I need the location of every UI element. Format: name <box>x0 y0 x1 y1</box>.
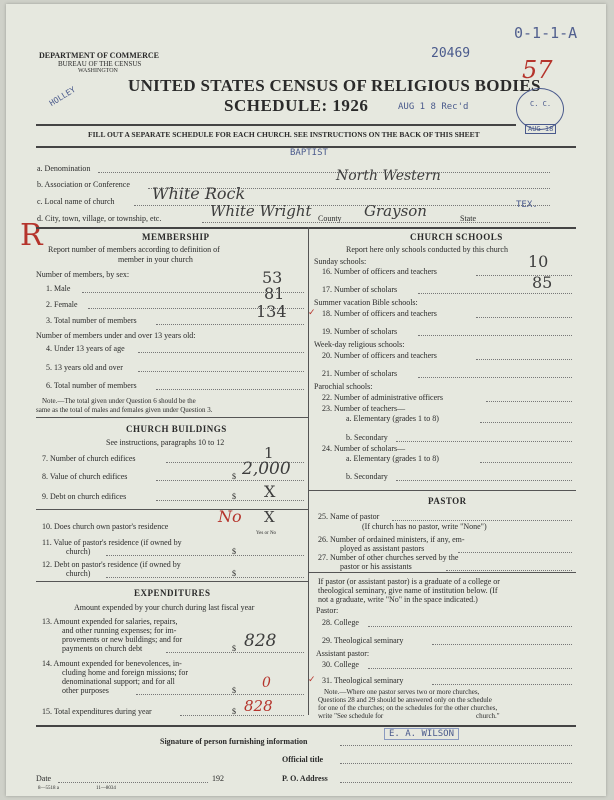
q8-label: 8. Value of church edifices <box>42 472 128 481</box>
denomination-line <box>98 172 550 173</box>
q24a-line <box>480 462 572 463</box>
holley-stamp: HOLLEY <box>47 85 78 108</box>
q9-value: X <box>264 482 276 501</box>
county-label: County <box>318 214 342 223</box>
q23a-line <box>480 422 572 423</box>
q19-label: 19. Number of scholars <box>322 327 398 336</box>
association-value: North Western <box>336 168 441 184</box>
q30-line <box>368 668 572 669</box>
q23-label: 23. Number of teachers— <box>322 404 406 413</box>
q26-label-2: ployed as assistant pastors <box>340 544 425 553</box>
q31-tick: ✓ <box>308 674 316 684</box>
signature-label: Signature of person furnishing information <box>160 737 308 746</box>
q13-line <box>166 652 304 653</box>
q18-tick: ✓ <box>308 307 316 317</box>
q8-dollar: $ <box>232 472 236 481</box>
address-line <box>340 782 572 783</box>
title-line <box>340 763 572 764</box>
schools-rule <box>308 490 576 491</box>
q24-label: 24. Number of scholars— <box>322 444 406 453</box>
header-rule <box>36 124 516 126</box>
denomination-value: BAPTIST <box>290 148 328 158</box>
q12-label-2: church) <box>66 569 91 578</box>
q20-line <box>476 359 572 360</box>
q14-label-3: denominational support; and for all <box>62 677 175 686</box>
q14-dollar: $ <box>232 686 236 695</box>
membership-sub2: member in your church <box>118 255 193 264</box>
q24b-label: b. Secondary <box>346 472 388 481</box>
red-number: 57 <box>522 56 553 84</box>
q11-dollar: $ <box>232 547 236 556</box>
form-code-2: 11—8034 <box>96 786 116 791</box>
q13-label-4: payments on church debt <box>62 644 143 653</box>
margin-r-mark: R <box>20 218 43 253</box>
q13-label-2: and other running expenses; for im- <box>62 626 177 635</box>
column-divider <box>308 227 309 715</box>
q6-label: 6. Total number of members <box>46 381 137 390</box>
q25-line <box>392 520 572 521</box>
pastor-heading: PASTOR <box>428 496 467 506</box>
q2-label: 2. Female <box>46 300 78 309</box>
buildings-sub: See instructions, paragraphs 10 to 12 <box>106 438 225 447</box>
q5-label: 5. 13 years old and over <box>46 363 123 372</box>
by-sex-label: Number of members, by sex: <box>36 270 130 279</box>
church-name-label: c. Local name of church <box>37 197 115 206</box>
q24a-label: a. Elementary (grades 1 to 8) <box>346 454 439 463</box>
signature-value: E. A. WILSON <box>384 728 459 740</box>
schedule-title: SCHEDULE: 1926 <box>224 96 369 115</box>
q18-line <box>476 317 572 318</box>
q3-line <box>156 324 304 325</box>
sunday-label: Sunday schools: <box>314 257 367 266</box>
q21-line <box>418 377 572 378</box>
pastor-rule <box>308 572 576 573</box>
q11-label-1: 11. Value of pastor's residence (if owned by <box>42 538 182 547</box>
q16-line <box>476 275 572 276</box>
city-label: WASHINGTON <box>78 68 118 74</box>
parochial-label: Parochial schools: <box>314 382 373 391</box>
q16-value: 10 <box>528 252 549 271</box>
association-label: b. Association or Conference <box>37 180 130 189</box>
q19-line <box>418 335 572 336</box>
pastor-note-5: church." <box>476 712 500 720</box>
expenditures-sub: Amount expended by your church during last fiscal year <box>74 603 255 612</box>
q3-value: 134 <box>256 302 287 321</box>
membership-note1: Note.—The total given under Question 6 should be the <box>42 397 196 405</box>
q31-label: 31. Theological seminary <box>322 676 404 685</box>
q9-dollar: $ <box>232 492 236 501</box>
round-stamp-date: AUG 18 <box>525 124 556 134</box>
q26-label-1: 26. Number of ordained ministers, if any, em- <box>318 535 465 544</box>
q4-line <box>138 352 304 353</box>
q13-label-3: provements or new buildings; and for <box>62 635 183 644</box>
membership-sub1: Report number of members according to definition of <box>48 245 220 254</box>
q12-label-1: 12. Debt on pastor's residence (if owned by <box>42 560 181 569</box>
q13-label-1: 13. Amount expended for salaries, repairs, <box>42 617 178 626</box>
grad-line-2: theological seminary, give name of institution below. (If <box>318 586 498 595</box>
assistant-label: Assistant pastor: <box>316 649 370 658</box>
age-header: Number of members under and over 13 years old: <box>36 331 196 340</box>
membership-note2: same as the total of males and females given under Question 3. <box>36 406 213 414</box>
signature-line <box>340 745 572 746</box>
summer-label: Summer vacation Bible schools: <box>314 298 418 307</box>
q23b-label: b. Secondary <box>346 433 388 442</box>
dept-label: DEPARTMENT OF COMMERCE <box>39 51 160 60</box>
q14-label-4: other purposes <box>62 686 109 695</box>
q22-line <box>486 401 572 402</box>
q12-line <box>106 577 304 578</box>
pastor-sub-label: Pastor: <box>316 606 339 615</box>
q15-dollar: $ <box>232 707 236 716</box>
date-year: 192 <box>212 774 224 783</box>
membership-rule <box>36 417 308 418</box>
q14-label-1: 14. Amount expended for benevolences, in- <box>42 659 182 668</box>
q7-value: 1 <box>264 444 274 462</box>
received-stamp: AUG 1 8 Rec'd <box>398 102 469 112</box>
county-value: Grayson <box>364 202 427 220</box>
residence-rule <box>36 581 308 582</box>
form-title: UNITED STATES CENSUS OF RELIGIOUS BODIES <box>128 76 541 95</box>
weekday-label: Week-day religious schools: <box>314 340 405 349</box>
membership-heading: MEMBERSHIP <box>142 232 210 242</box>
q28-label: 28. College <box>322 618 359 627</box>
grad-line-3: not a graduate, write "No" in the space indicated.) <box>318 595 478 604</box>
pastor-note-1: Note.—Where one pastor serves two or more churches, <box>324 688 480 696</box>
city-line <box>202 222 550 223</box>
denomination-label: a. Denomination <box>37 164 91 173</box>
title-label: Official title <box>282 755 324 764</box>
q17-line <box>418 293 572 294</box>
q15-line <box>180 715 304 716</box>
census-schedule-page <box>6 4 606 796</box>
q28-line <box>368 626 572 627</box>
pastor-note-3: for one of the churches; on the schedules for the other churches, <box>318 704 498 712</box>
state-label: State <box>460 214 476 223</box>
q30-label: 30. College <box>322 660 359 669</box>
q7-label: 7. Number of church edifices <box>42 454 136 463</box>
expenditures-heading: EXPENDITURES <box>134 588 211 598</box>
q25-label: 25. Name of pastor <box>318 512 380 521</box>
form-code-1: 8—5518 a <box>38 786 59 791</box>
q29-line <box>432 644 572 645</box>
round-stamp-top: C. C. <box>530 100 552 108</box>
schools-sub: Report here only schools conducted by this church <box>346 245 508 254</box>
q15-label: 15. Total expenditures during year <box>42 707 152 716</box>
buildings-heading: CHURCH BUILDINGS <box>126 424 227 434</box>
city-label: d. City, town, village, or township, etc. <box>37 214 162 223</box>
q23b-line <box>396 441 572 442</box>
q13-value: 828 <box>244 631 277 651</box>
top-section-rule <box>36 227 576 229</box>
q23a-label: a. Elementary (grades 1 to 8) <box>346 414 439 423</box>
q27-label-2: pastor or his assistants <box>340 562 412 571</box>
q22-label: 22. Number of administrative officers <box>322 393 443 402</box>
q1-label: 1. Male <box>46 284 71 293</box>
city-value: White Wright <box>210 202 312 220</box>
q16-label: 16. Number of officers and teachers <box>322 267 437 276</box>
q14-label-2: cluding home and foreign missions; for <box>62 668 188 677</box>
pastor-note-4: write "See schedule for <box>318 712 384 720</box>
q31-line <box>432 684 572 685</box>
q12-dollar: $ <box>232 569 236 578</box>
q25-note: (If church has no pastor, write "None") <box>362 522 487 531</box>
church-name-line <box>134 205 550 206</box>
q10-mark: X <box>264 508 275 526</box>
q4-label: 4. Under 13 years of age <box>46 344 125 353</box>
q10-label: 10. Does church own pastor's residence <box>42 522 169 531</box>
date-label: Date <box>36 774 52 783</box>
q9-label: 9. Debt on church edifices <box>42 492 127 501</box>
body-bottom-rule <box>36 725 576 727</box>
q6-line <box>156 389 304 390</box>
bureau-label: BUREAU OF THE CENSUS <box>58 60 142 68</box>
pastor-note-2: Questions 28 and 29 should be answered only on the schedule <box>318 696 492 704</box>
q18-label: 18. Number of officers and teachers <box>322 309 437 318</box>
q14-line <box>136 694 304 695</box>
q8-line <box>156 480 304 481</box>
q11-line <box>106 555 304 556</box>
q3-label: 3. Total number of members <box>46 316 137 325</box>
q5-line <box>138 371 304 372</box>
schools-heading: CHURCH SCHOOLS <box>410 232 503 242</box>
q20-label: 20. Number of officers and teachers <box>322 351 437 360</box>
q10-value: No <box>218 507 242 526</box>
q21-label: 21. Number of scholars <box>322 369 398 378</box>
q29-label: 29. Theological seminary <box>322 636 404 645</box>
q17-label: 17. Number of scholars <box>322 285 398 294</box>
q27-label-1: 27. Number of other churches served by the <box>318 553 459 562</box>
address-label: P. O. Address <box>282 774 328 783</box>
q8-value: 2,000 <box>242 459 291 479</box>
q10-hint: Yes or No <box>256 531 277 536</box>
q1-value: 53 <box>262 268 283 287</box>
state-value: TEX. <box>516 200 538 210</box>
q27-line <box>446 570 572 571</box>
serial-stamp: 20469 <box>431 46 471 61</box>
q11-label-2: church) <box>66 547 91 556</box>
q9-line <box>156 500 304 501</box>
q15-value: 828 <box>244 697 273 715</box>
q2-value: 81 <box>264 284 285 303</box>
date-line <box>58 782 208 783</box>
instruction-line: FILL OUT A SEPARATE SCHEDULE FOR EACH CHURCH. SEE INSTRUCTIONS ON THE BACK OF THIS SHEET <box>88 130 480 139</box>
q17-value: 85 <box>532 273 553 292</box>
code-stamp: 0-1-1-A <box>514 24 578 42</box>
grad-line-1: If pastor (or assistant pastor) is a graduate of a college or <box>318 577 500 586</box>
q26-line <box>458 552 572 553</box>
q14-value: 0 <box>262 675 271 691</box>
church-name-value: White Rock <box>152 184 246 203</box>
q24b-line <box>396 480 572 481</box>
q13-dollar: $ <box>232 644 236 653</box>
